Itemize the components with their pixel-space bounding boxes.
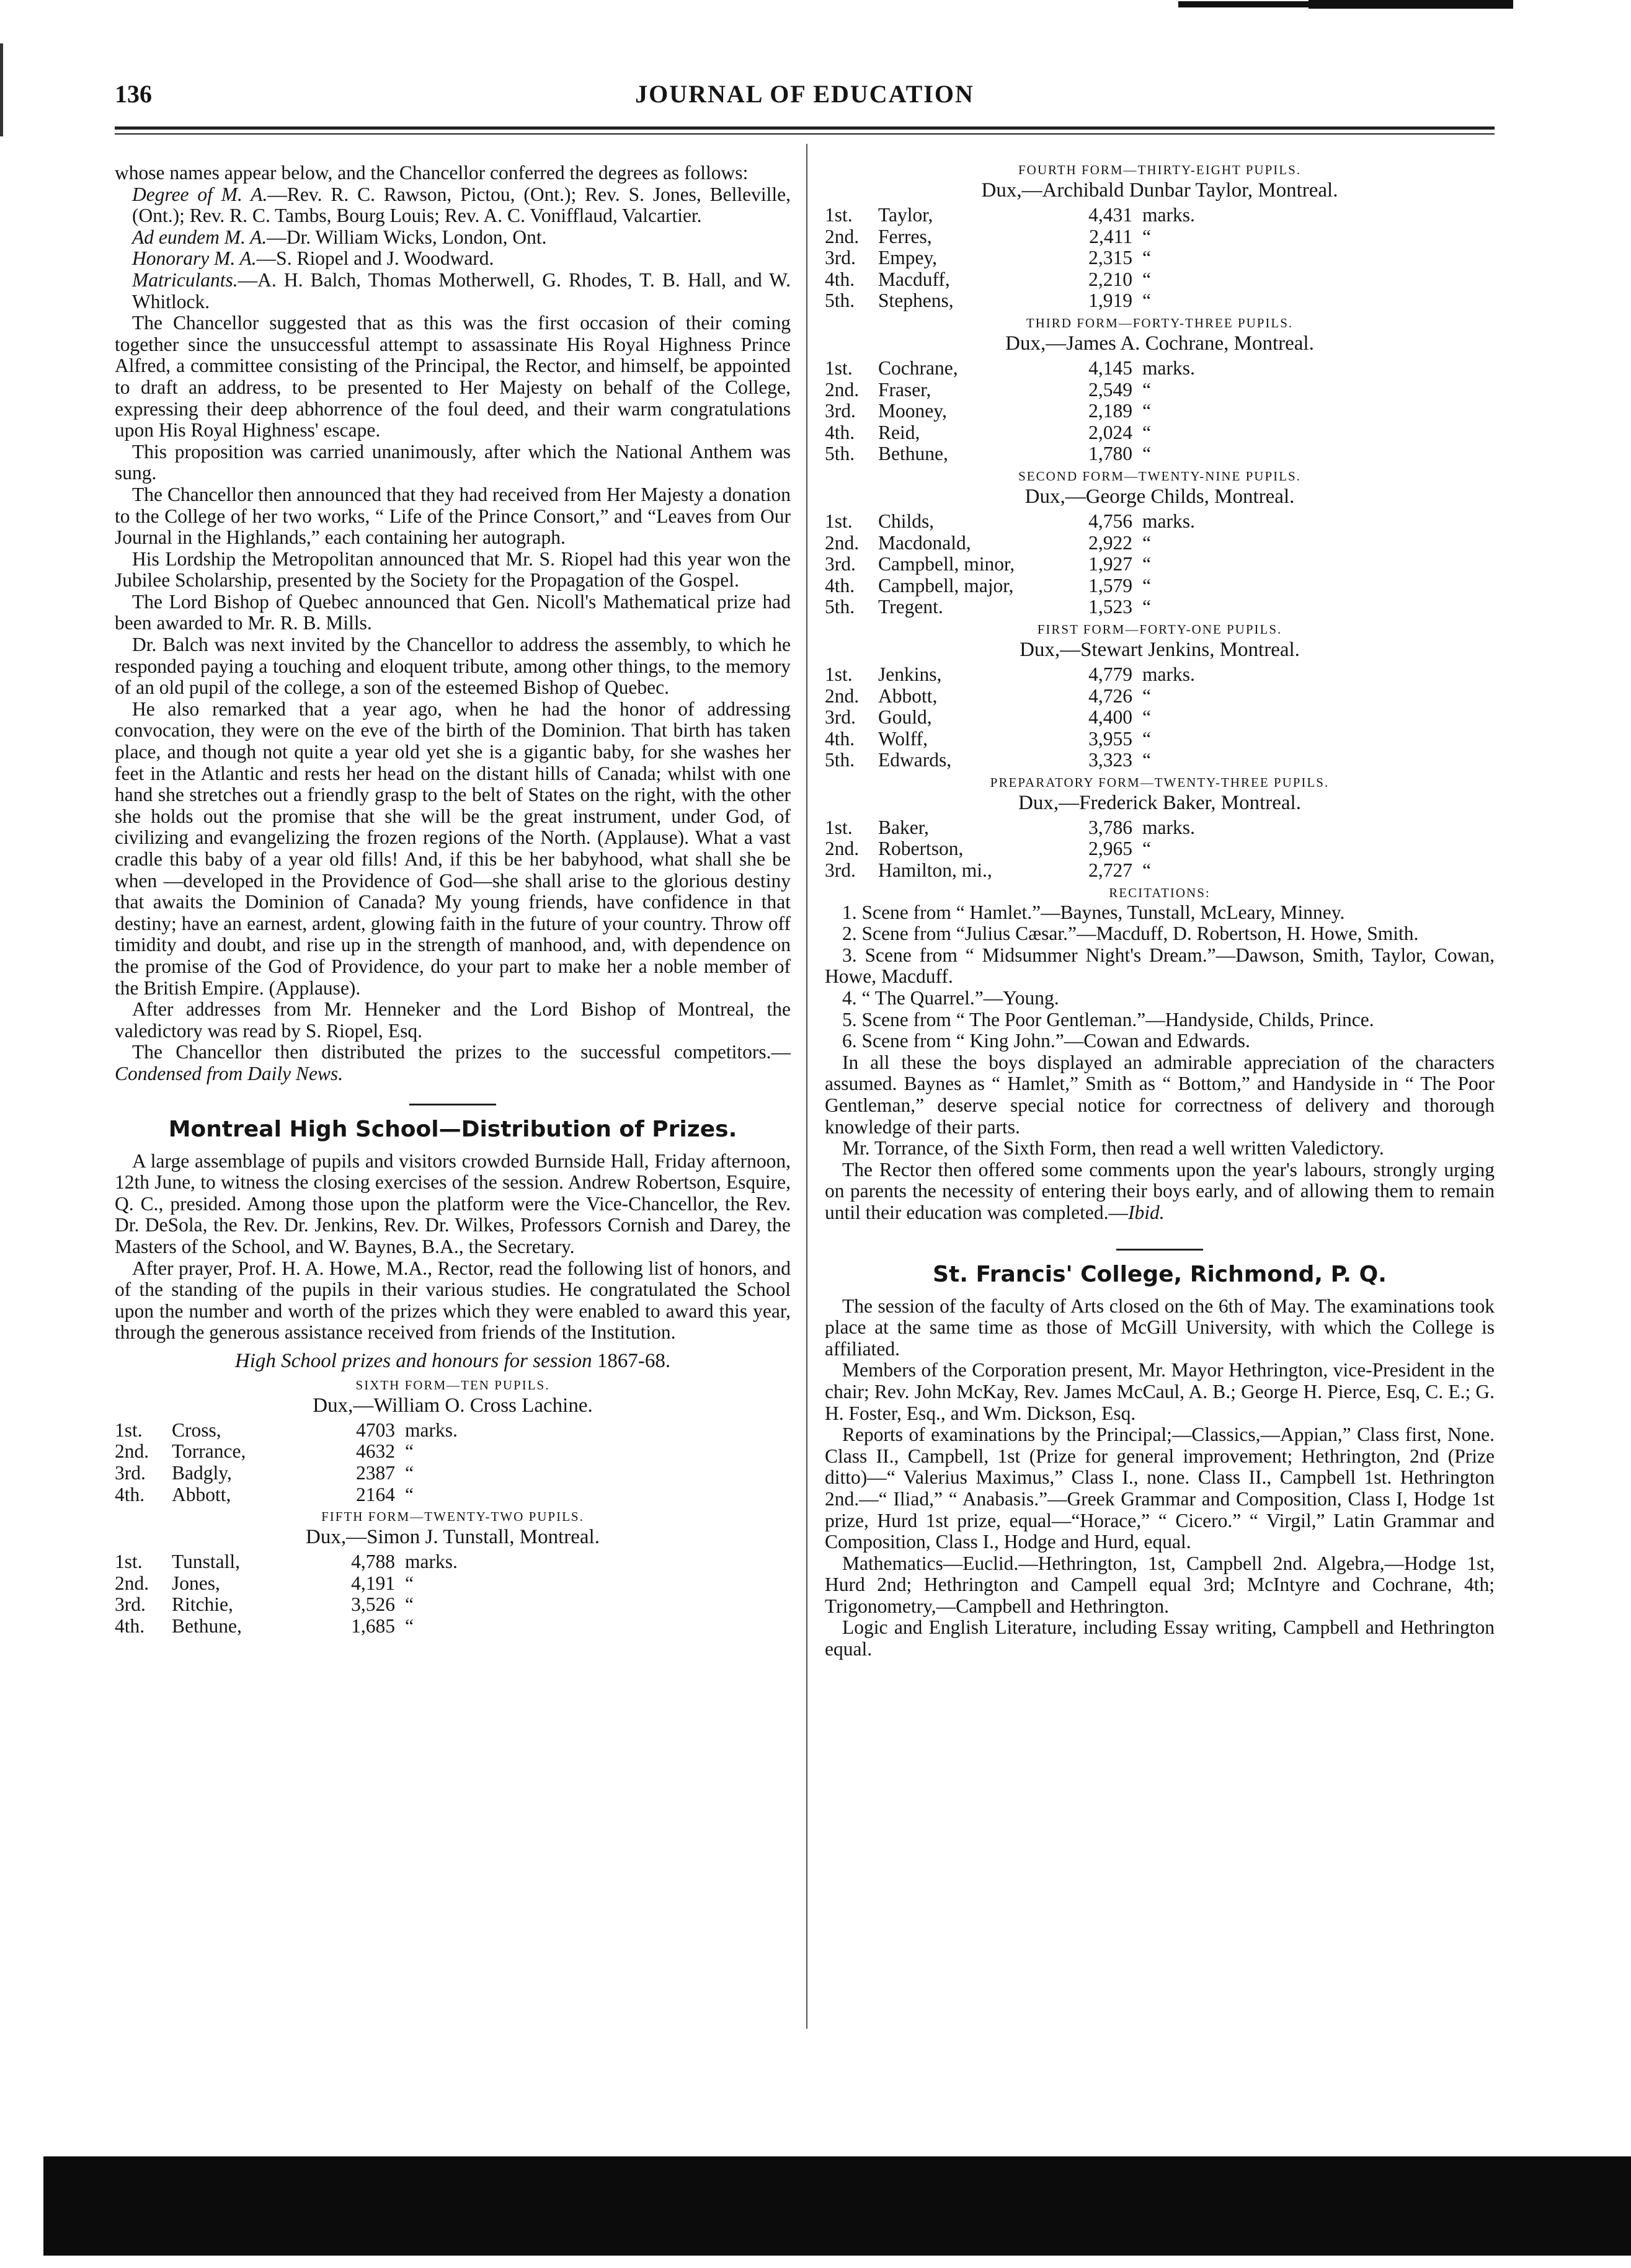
closing-text: The Chancellor then distributed the prizes to the successful competitors.— xyxy=(132,1041,791,1063)
rank: 3rd. xyxy=(825,553,856,575)
body-paragraph: The Lord Bishop of Quebec announced that Gen. Nicoll's Mathematical prize had been awarded to Mr. R. B. Mills. xyxy=(115,590,791,634)
list-item xyxy=(825,664,1495,686)
list-item xyxy=(825,358,1495,379)
marks-value: 1,685 xyxy=(351,1615,395,1637)
rank: 5th. xyxy=(825,443,855,465)
marks-list-preparatory xyxy=(825,817,1495,882)
degree-ma xyxy=(115,184,791,227)
pupil-name: Campbell, minor, xyxy=(878,553,1015,575)
intro-paragraph: whose names appear below, and the Chancellor conferred the degrees as follows: xyxy=(115,162,749,184)
list-item xyxy=(115,1441,791,1463)
recitations-heading: RECITATIONS: xyxy=(1109,885,1211,900)
marks-unit: “ xyxy=(1142,727,1151,750)
marks-unit: “ xyxy=(1142,378,1151,401)
pupil-name: Torrance, xyxy=(172,1440,246,1463)
body-paragraph: He also remarked that a year ago, when he had the honor of addressing convocation, they were on the eve of the birth of the Dominion. That birth has taken place, and though not quite a year old yet she is a gigantic baby, for she washes her feet in the Atlantic and rests her head on the distant hills of Canada; whilst with one hand she stretches out a friendly grasp to the belt of States on the right, with the other she holds out the promise that she will be the great instrument, under God, of civilizing and evangelizing the frozen regions of the North. (Applause). What a vast cradle this baby of a year old fills! And, if this be her babyhood, what shall she be when —developed in the Providence of God—she shall arise to the glorious destiny that awaits the Dominion of Canada? My young friends, have confidence in that destiny; have an earnest, ardent, glowing faith in the future of your country. Throw off timidity and doubt, and rise up in the strength of manhood, and, with dependence on the promise of the God of Providence, do your part to make her a noble member of the British Empire. (Applause). xyxy=(115,698,791,999)
body-paragraph: After addresses from Mr. Henneker and the Lord Bishop of Montreal, the valedictory was read by S. Riopel, Esq. xyxy=(115,998,791,1042)
list-item xyxy=(825,205,1495,226)
body-paragraph: Dr. Balch was next invited by the Chancellor to address the assembly, to which he responded paying a touching and eloquent tribute, among other things, to the memory of an old pupil of the college, a son of the esteemed Bishop of Quebec. xyxy=(115,634,791,699)
marks-value: 3,786 xyxy=(1088,816,1132,838)
list-item xyxy=(115,1573,791,1595)
list-item xyxy=(825,443,1495,465)
recitation-item: 1. Scene from “ Hamlet.”—Baynes, Tunstall, McLeary, Minney. xyxy=(842,901,1345,923)
section-paragraph: Reports of examinations by the Principal;—Classics,—Appian,” Class first, None. Class II., Campbell, 1st (Prize for general improvement; Hethrington, 2nd (Prize ditto)—“ Valerius Maximus,” Class I., none. Class II., Campbell 1st. Hethrington 2nd.—“ Iliad,” “ Anabasis.”—Greek Grammar and Composition, Class I, Hodge 1st prize, Hurd 1st prize, equal—“Horace,” “ Cicero.” “ Virgil,” Latin Grammar and Composition, Class I., Hodge and Hurd, equal. xyxy=(825,1424,1495,1553)
rank: 3rd. xyxy=(825,247,856,269)
degree-text: —A. H. Balch, Thomas Motherwell, G. Rhodes, T. B. Hall, and W. Whitlock. xyxy=(132,268,791,312)
rank: 5th. xyxy=(825,290,855,312)
marks-unit: “ xyxy=(405,1483,414,1505)
prizes-session: 1867-68. xyxy=(597,1349,671,1372)
marks-value: 2,549 xyxy=(1088,378,1132,401)
column-divider xyxy=(806,144,807,2029)
body-paragraph xyxy=(825,1159,1495,1224)
pupil-name: Campbell, major, xyxy=(878,574,1014,596)
page-header xyxy=(115,79,1495,117)
marks-unit: “ xyxy=(1142,838,1151,860)
pupil-name: Reid, xyxy=(878,421,920,443)
pupil-name: Abbott, xyxy=(878,684,938,707)
section-paragraph: A large assemblage of pupils and visitors crowded Burnside Hall, Friday afternoon, 12th June, to witness the closing exercises of the session. Andrew Robertson, Esquire, Q. C., presided. Among those upon the platform were the Vice-Chancellor, the Rev. Dr. DeSola, the Rev. Dr. Jenkins, Rev. Dr. Wilkes, Professors Cornish and Darey, the Masters of the School, and W. Baynes, B.A., the Secretary. xyxy=(115,1150,791,1257)
rank: 3rd. xyxy=(825,400,856,422)
recitation-item: 2. Scene from “Julius Cæsar.”—Macduff, D. Robertson, H. Howe, Smith. xyxy=(842,923,1419,945)
body-text: The Rector then offered some comments upon the year's labours, strongly urging on parents the necessity of entering their boys early, and of allowing them to remain until their education was completed.— xyxy=(825,1158,1495,1223)
marks-value: 4,726 xyxy=(1088,684,1132,707)
rank: 1st. xyxy=(115,1419,143,1441)
marks-unit: marks. xyxy=(405,1419,458,1441)
marks-value: 1,927 xyxy=(1088,553,1132,575)
pupil-name: Tunstall, xyxy=(172,1551,241,1573)
marks-value: 2387 xyxy=(356,1462,395,1484)
pupil-name: Wolff, xyxy=(878,727,928,750)
marks-value: 1,919 xyxy=(1088,290,1132,312)
body-paragraph: The Chancellor suggested that as this was the first occasion of their coming together since the unsuccessful attempt to assassinate His Royal Highness Prince Alfred, a committee consisting of the Principal, the Rector, and himself, be appointed to draft an address, to be presented to Her Majesty on behalf of the College, expressing their deep abhorrence of the foul deed, and their warm congratulations upon His Royal Highness' escape. xyxy=(115,312,791,441)
marks-list-third xyxy=(825,358,1495,465)
marks-unit: marks. xyxy=(1142,663,1195,685)
marks-value: 3,526 xyxy=(351,1593,395,1616)
pupil-name: Gould, xyxy=(878,706,932,729)
marks-list-sixth xyxy=(115,1420,791,1505)
pupil-name: Mooney, xyxy=(878,400,947,422)
form-heading-fourth: FOURTH FORM—THIRTY-EIGHT PUPILS. xyxy=(1018,162,1302,177)
right-column xyxy=(825,162,1495,1660)
marks-unit: “ xyxy=(1142,596,1151,618)
section-rule xyxy=(1116,1249,1203,1251)
degree-text: —Rev. R. C. Rawson, Pictou, (Ont.); Rev. S. Jones, Belleville, (Ont.); Rev. R. C. Tambs, Bourg Louis; Rev. A. C. Vonifflaud, Valcartier. xyxy=(132,183,791,227)
list-item xyxy=(115,1484,791,1506)
marks-unit: “ xyxy=(405,1593,414,1616)
rank: 3rd. xyxy=(115,1462,146,1484)
marks-value: 4,431 xyxy=(1088,204,1132,226)
rank: 5th. xyxy=(825,596,855,618)
rank: 4th. xyxy=(115,1483,145,1505)
dux-preparatory: Dux,—Frederick Baker, Montreal. xyxy=(1018,791,1301,814)
recitation-item: 5. Scene from “ The Poor Gentleman.”—Handyside, Childs, Prince. xyxy=(842,1008,1374,1030)
pupil-name: Cross, xyxy=(172,1419,221,1441)
section-title-high-school: Montreal High School—Distribution of Prizes. xyxy=(168,1116,737,1142)
rank: 2nd. xyxy=(825,225,860,247)
source-credit: Ibid. xyxy=(1128,1201,1165,1223)
pupil-name: Bethune, xyxy=(878,443,948,465)
body-paragraph: In all these the boys displayed an admirable appreciation of the characters assumed. Baynes as “ Hamlet,” Smith as “ Bottom,” and Handyside in “ The Poor Gentleman,” deserve special notice for correctness of delivery and thorough knowledge of their parts. xyxy=(825,1051,1495,1138)
marks-value: 4,400 xyxy=(1088,706,1132,729)
marks-value: 4,788 xyxy=(351,1551,395,1573)
marks-value: 4,756 xyxy=(1088,510,1132,532)
list-item xyxy=(115,1551,791,1573)
pupil-name: Edwards, xyxy=(878,749,952,771)
body-paragraph: The Chancellor then announced that they had received from Her Majesty a donation to the College of her two works, “ Life of the Prince Consort,” and “Leaves from Our Journal in the Highlands,” each containing her autograph. xyxy=(115,483,791,549)
marks-unit: “ xyxy=(405,1462,414,1484)
rank: 4th. xyxy=(825,574,855,596)
body-paragraph: Mr. Torrance, of the Sixth Form, then read a well written Valedictory. xyxy=(842,1137,1384,1159)
section-paragraph: The session of the faculty of Arts closed on the 6th of May. The examinations took place at the same time as those of McGill University, with which the College is affiliated. xyxy=(825,1295,1495,1360)
rank: 2nd. xyxy=(825,838,860,860)
rank: 1st. xyxy=(825,204,853,226)
marks-value: 4,779 xyxy=(1088,663,1132,685)
list-item xyxy=(825,379,1495,401)
rank: 3rd. xyxy=(115,1593,146,1616)
list-item xyxy=(115,1463,791,1484)
prizes-heading-text: High School prizes and honours for session xyxy=(234,1349,592,1372)
marks-value: 2,024 xyxy=(1088,421,1132,443)
marks-unit: “ xyxy=(1142,443,1151,465)
pupil-name: Badgly, xyxy=(172,1462,232,1484)
marks-list-fourth xyxy=(825,205,1495,312)
pupil-name: Hamilton, mi., xyxy=(878,859,992,882)
marks-list-second xyxy=(825,511,1495,618)
pupil-name: Empey, xyxy=(878,247,938,269)
list-item xyxy=(825,729,1495,750)
marks-value: 1,780 xyxy=(1088,443,1132,465)
list-item xyxy=(825,269,1495,291)
marks-value: 3,323 xyxy=(1088,749,1132,771)
form-heading-second: SECOND FORM—TWENTY-NINE PUPILS. xyxy=(1018,468,1301,484)
rank: 1st. xyxy=(825,510,853,532)
form-heading-fifth: FIFTH FORM—TWENTY-TWO PUPILS. xyxy=(321,1509,584,1525)
degree-text: —Dr. William Wicks, London, Ont. xyxy=(267,226,547,248)
form-heading-third: THIRD FORM—FORTY-THREE PUPILS. xyxy=(1026,315,1294,330)
list-item xyxy=(825,554,1495,575)
list-item xyxy=(825,686,1495,707)
list-item xyxy=(115,1594,791,1616)
section-paragraph: Mathematics—Euclid.—Hethrington, 1st, Campbell 2nd. Algebra,—Hodge 1st, Hurd 2nd; Hethrington and Campell equal 3rd; McIntyre and Cochrane, 4th; Trigonometry,—Campbell and Hethrington. xyxy=(825,1552,1495,1617)
list-item xyxy=(825,422,1495,444)
degree-label: Honorary M. A. xyxy=(132,247,257,270)
marks-value: 3,955 xyxy=(1088,727,1132,750)
marks-unit: marks. xyxy=(1142,816,1195,838)
form-heading-preparatory: PREPARATORY FORM—TWENTY-THREE PUPILS. xyxy=(990,774,1330,790)
marks-unit: “ xyxy=(405,1572,414,1594)
marks-unit: “ xyxy=(1142,574,1151,596)
degree-label: Matriculants. xyxy=(132,268,238,291)
rank: 2nd. xyxy=(115,1440,149,1463)
dux-fourth: Dux,—Archibald Dunbar Taylor, Montreal. xyxy=(981,179,1338,202)
marks-value: 2,210 xyxy=(1088,268,1132,290)
rank: 2nd. xyxy=(115,1572,149,1594)
marks-value: 4,145 xyxy=(1088,357,1132,379)
left-column xyxy=(115,162,791,1637)
list-item xyxy=(825,226,1495,248)
pupil-name: Tregent. xyxy=(878,596,943,618)
marks-unit: “ xyxy=(1142,859,1151,882)
marks-value: 1,523 xyxy=(1088,596,1132,618)
marks-value: 4,191 xyxy=(351,1572,395,1594)
rank: 5th. xyxy=(825,749,855,771)
pupil-name: Cochrane, xyxy=(878,357,958,379)
rank: 1st. xyxy=(825,816,853,838)
marks-value: 2,315 xyxy=(1088,247,1132,269)
marks-unit: “ xyxy=(405,1440,414,1463)
section-rule xyxy=(409,1104,496,1105)
marks-unit: marks. xyxy=(405,1551,458,1573)
list-item xyxy=(825,401,1495,422)
marks-unit: marks. xyxy=(1142,510,1195,532)
recitation-item: 4. “ The Quarrel.”—Young. xyxy=(842,987,1059,1009)
form-heading-first: FIRST FORM—FORTY-ONE PUPILS. xyxy=(1037,621,1282,637)
marks-value: 4632 xyxy=(356,1440,395,1463)
marks-unit: “ xyxy=(1142,749,1151,771)
pupil-name: Macdonald, xyxy=(878,531,971,554)
page-number: 136 xyxy=(115,80,152,108)
list-item xyxy=(115,1420,791,1442)
prizes-heading xyxy=(115,1350,791,1373)
rank: 4th. xyxy=(825,421,855,443)
marks-unit: “ xyxy=(405,1615,414,1637)
rank: 1st. xyxy=(115,1551,143,1573)
marks-unit: “ xyxy=(1142,290,1151,312)
rank: 2nd. xyxy=(825,531,860,554)
marks-value: 2,189 xyxy=(1088,400,1132,422)
section-paragraph: Members of the Corporation present, Mr. Mayor Hethrington, vice-President in the chair; Rev. John McKay, Rev. James McCaul, A. B.; George H. Pierce, Esq, C. E.; G. H. Foster, Esq., and Wm. Dickson, Esq. xyxy=(825,1359,1495,1424)
degree-label: Degree of M. A. xyxy=(132,183,268,205)
bottom-scan-band xyxy=(43,2156,1631,2256)
pupil-name: Fraser, xyxy=(878,378,931,401)
header-rule-thick xyxy=(115,126,1495,130)
pupil-name: Stephens, xyxy=(878,290,954,312)
rank: 4th. xyxy=(115,1615,145,1637)
marks-unit: “ xyxy=(1142,268,1151,290)
pupil-name: Taylor, xyxy=(878,204,933,226)
degree-label: Ad eundem M. A. xyxy=(132,226,267,248)
marks-value: 2164 xyxy=(356,1483,395,1505)
closing-source: Condensed from Daily News. xyxy=(115,1062,344,1084)
marks-value: 2,965 xyxy=(1088,838,1132,860)
pupil-name: Macduff, xyxy=(878,268,950,290)
list-item xyxy=(825,707,1495,729)
marks-value: 2,727 xyxy=(1088,859,1132,882)
degree-ad-eundem xyxy=(115,227,791,249)
marks-unit: marks. xyxy=(1142,357,1195,379)
body-paragraph: His Lordship the Metropolitan announced that Mr. S. Riopel had this year won the Jubilee Scholarship, presented by the Society for the Propagation of the Gospel. xyxy=(115,547,791,591)
marks-unit: “ xyxy=(1142,421,1151,443)
recitation-item: 6. Scene from “ King John.”—Cowan and Edwards. xyxy=(842,1030,1250,1052)
list-item xyxy=(825,575,1495,597)
list-item xyxy=(825,596,1495,618)
rank: 4th. xyxy=(825,268,855,290)
pupil-name: Childs, xyxy=(878,510,935,532)
journal-title: JOURNAL OF EDUCATION xyxy=(635,80,974,108)
marks-unit: “ xyxy=(1142,553,1151,575)
form-heading-sixth: SIXTH FORM—TEN PUPILS. xyxy=(355,1377,550,1393)
pupil-name: Bethune, xyxy=(172,1615,242,1637)
marks-value: 1,579 xyxy=(1088,574,1132,596)
rank: 1st. xyxy=(825,357,853,379)
section-paragraph: After prayer, Prof. H. A. Howe, M.A., Rector, read the following list of honors, and of the standing of the pupils in their various studies. He congratulated the School upon the number and worth of the prizes which they were enabled to award this year, through the generous assistance received from friends of the Institution. xyxy=(115,1257,791,1344)
section-paragraph: Logic and English Literature, including Essay writing, Campbell and Hethrington equal. xyxy=(825,1616,1495,1660)
dux-third: Dux,—James A. Cochrane, Montreal. xyxy=(1005,332,1314,355)
list-item xyxy=(825,290,1495,312)
pupil-name: Ritchie, xyxy=(172,1593,233,1616)
marks-value: 2,411 xyxy=(1089,225,1132,247)
degree-honorary xyxy=(115,248,791,270)
list-item xyxy=(825,817,1495,839)
rank: 2nd. xyxy=(825,684,860,707)
pupil-name: Robertson, xyxy=(878,838,964,860)
marks-list-fifth xyxy=(115,1551,791,1637)
degree-text: —S. Riopel and J. Woodward. xyxy=(256,247,494,270)
rank: 3rd. xyxy=(825,859,856,882)
top-edge-mark xyxy=(1309,0,1513,9)
dux-sixth: Dux,—William O. Cross Lachine. xyxy=(313,1394,593,1417)
pupil-name: Ferres, xyxy=(878,225,932,247)
marks-unit: “ xyxy=(1142,225,1151,247)
pupil-name: Baker, xyxy=(878,816,929,838)
header-rule-thin xyxy=(115,133,1495,135)
degree-matriculants xyxy=(115,270,791,312)
rank: 1st. xyxy=(825,663,853,685)
section-title-st-francis: St. Francis' College, Richmond, P. Q. xyxy=(933,1261,1387,1287)
list-item xyxy=(825,533,1495,554)
dux-fifth: Dux,—Simon J. Tunstall, Montreal. xyxy=(306,1526,600,1549)
body-paragraph: This proposition was carried unanimously, after which the National Anthem was sung. xyxy=(115,440,791,484)
marks-unit: “ xyxy=(1142,684,1151,707)
marks-value: 2,922 xyxy=(1088,531,1132,554)
marks-unit: marks. xyxy=(1142,204,1195,226)
pupil-name: Abbott, xyxy=(172,1483,231,1505)
dux-second: Dux,—George Childs, Montreal. xyxy=(1024,485,1295,508)
marks-unit: “ xyxy=(1142,531,1151,554)
marks-unit: “ xyxy=(1142,400,1151,422)
closing-paragraph xyxy=(115,1042,791,1084)
dux-first: Dux,—Stewart Jenkins, Montreal. xyxy=(1020,638,1300,661)
rank: 2nd. xyxy=(825,378,860,401)
left-edge-mark xyxy=(0,43,3,136)
marks-value: 4703 xyxy=(356,1419,395,1441)
list-item xyxy=(825,860,1495,882)
pupil-name: Jones, xyxy=(172,1572,220,1594)
list-item xyxy=(825,511,1495,533)
marks-unit: “ xyxy=(1142,706,1151,729)
recitation-item: 3. Scene from “ Midsummer Night's Dream.”—Dawson, Smith, Taylor, Cowan, Howe, Macduff. xyxy=(825,944,1495,988)
list-item xyxy=(825,750,1495,771)
pupil-name: Jenkins, xyxy=(878,663,942,685)
list-item xyxy=(825,838,1495,860)
list-item xyxy=(115,1616,791,1637)
marks-unit: “ xyxy=(1142,247,1151,269)
marks-list-first xyxy=(825,664,1495,771)
rank: 4th. xyxy=(825,727,855,750)
rank: 3rd. xyxy=(825,706,856,729)
list-item xyxy=(825,247,1495,269)
